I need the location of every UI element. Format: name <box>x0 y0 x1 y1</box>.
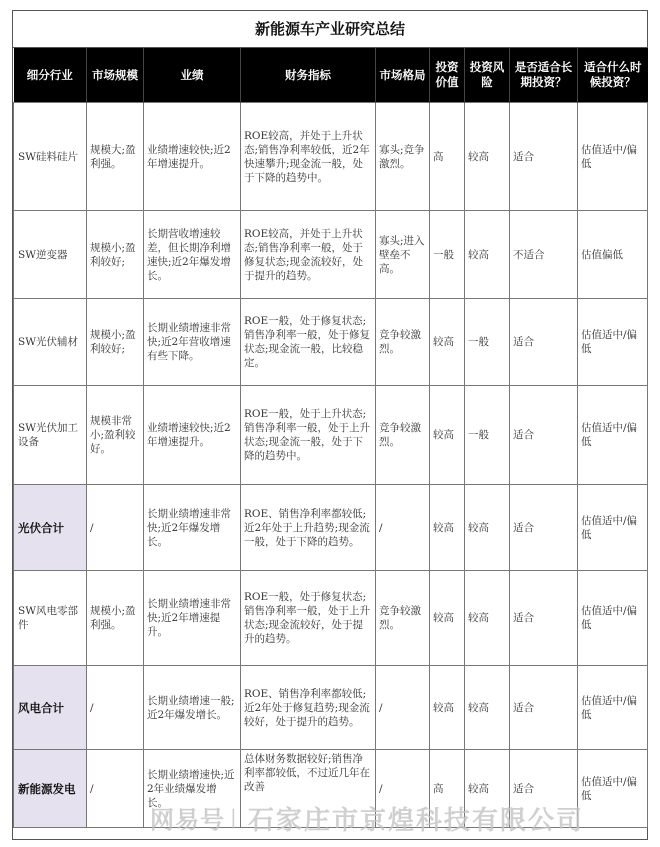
cell-value: 较高 <box>430 386 465 485</box>
cell-long-term: 适合 <box>510 750 578 828</box>
cell-value: 较高 <box>430 299 465 386</box>
col-header-segment: 细分行业 <box>14 48 87 103</box>
cell-financials: ROE一般，处于上升状态;销售净利率一般，处于上升状态;现金流一般，处于下降的趋势中。 <box>241 386 376 485</box>
cell-financials: ROE较高，并处于上升状态;销售净利率一般，处于修复状态;现金流较好，处于提升的趋势。 <box>241 211 376 299</box>
cell-landscape: / <box>376 485 430 571</box>
cell-risk: 较高 <box>465 750 510 828</box>
cell-performance: 长期业绩增速非常快;近2年营收增速有些下降。 <box>144 299 241 386</box>
table-row <box>14 299 648 386</box>
cell-segment: SW风电零部件 <box>14 571 87 666</box>
cell-scale: 规模非常小;盈利较好。 <box>87 386 144 485</box>
cell-scale: / <box>87 666 144 750</box>
cell-timing: 估值偏低 <box>578 211 648 299</box>
col-header-value: 投资价值 <box>430 48 465 103</box>
cell-timing: 估值适中/偏低 <box>578 103 648 211</box>
col-header-long-term: 是否适合长期投资？ <box>510 48 578 103</box>
cell-financials: ROE较高，并处于上升状态;销售净利率较低，近2年快速攀升;现金流一般，处于下降的趋势中。 <box>241 103 376 211</box>
col-header-landscape: 市场格局 <box>376 48 430 103</box>
watermark-separator: | <box>230 805 237 829</box>
summary-table <box>13 48 648 828</box>
cell-performance: 长期业绩增速快;近2年业绩爆发增长。 <box>144 750 241 828</box>
cell-landscape: 竞争较激烈。 <box>376 299 430 386</box>
cell-landscape: 寡头;竞争激烈。 <box>376 103 430 211</box>
cell-scale: 规模小;盈利较好; <box>87 211 144 299</box>
cell-performance: 长期营收增速较差，但长期净利增速快;近2年爆发增长。 <box>144 211 241 299</box>
cell-financials: ROE一般，处于修复状态;销售净利率一般，处于修复状态;现金流一般，比较稳定。 <box>241 299 376 386</box>
table-row <box>14 485 648 571</box>
table-row <box>14 571 648 666</box>
watermark-company: 石家庄市京煌科技有限公司 <box>248 806 585 836</box>
page-title: 新能源车产业研究总结 <box>13 11 647 48</box>
cell-financials: ROE、销售净利率都较低;近2年处于修复趋势;现金流较好，处于提升的趋势。 <box>241 666 376 750</box>
cell-value: 高 <box>430 103 465 211</box>
col-header-financials: 财务指标 <box>241 48 376 103</box>
cell-scale: / <box>87 485 144 571</box>
cell-segment: 新能源发电 <box>14 750 87 828</box>
cell-timing: 估值适中/偏低 <box>578 666 648 750</box>
watermark-brand: 网易号 <box>150 806 225 834</box>
cell-risk: 较高 <box>465 211 510 299</box>
cell-long-term: 适合 <box>510 485 578 571</box>
cell-scale: 规模小;盈利较好; <box>87 299 144 386</box>
table-row <box>14 750 648 828</box>
cell-long-term: 适合 <box>510 386 578 485</box>
cell-scale: 规模小;盈利强。 <box>87 571 144 666</box>
header-row <box>14 48 648 103</box>
cell-risk: 较高 <box>465 571 510 666</box>
cell-risk: 一般 <box>465 386 510 485</box>
col-header-scale: 市场规模 <box>87 48 144 103</box>
cell-timing: 估值适中/偏低 <box>578 386 648 485</box>
cell-landscape: / <box>376 750 430 828</box>
col-header-performance: 业绩 <box>144 48 241 103</box>
cell-timing: 估值适中/偏低 <box>578 299 648 386</box>
cell-long-term: 适合 <box>510 103 578 211</box>
table-row <box>14 666 648 750</box>
cell-segment: SW硅料硅片 <box>14 103 87 211</box>
cell-landscape: / <box>376 666 430 750</box>
cell-segment: SW光伏辅材 <box>14 299 87 386</box>
cell-landscape: 竞争较激烈。 <box>376 386 430 485</box>
col-header-timing: 适合什么时候投资？ <box>578 48 648 103</box>
cell-value: 较高 <box>430 571 465 666</box>
cell-financials: ROE一般，处于修复状态;销售净利率一般，处于上升状态;现金流较好，处于提升的趋势。 <box>241 571 376 666</box>
cell-segment: SW逆变器 <box>14 211 87 299</box>
cell-value: 较高 <box>430 666 465 750</box>
cell-landscape: 寡头;进入壁垒不高。 <box>376 211 430 299</box>
cell-long-term: 适合 <box>510 666 578 750</box>
cell-performance: 业绩增速较快;近2年增速提升。 <box>144 103 241 211</box>
cell-financials: 总体财务数据较好;销售净利率都较低，不过近几年在改善 <box>241 750 376 828</box>
cell-financials: ROE、销售净利率都较低;近2年处于上升趋势;现金流一般，处于下降的趋势。 <box>241 485 376 571</box>
cell-timing: 估值适中/偏低 <box>578 571 648 666</box>
cell-timing: 估值适中/偏低 <box>578 750 648 828</box>
cell-risk: 一般 <box>465 299 510 386</box>
cell-segment: 风电合计 <box>14 666 87 750</box>
table-row <box>14 386 648 485</box>
cell-long-term: 适合 <box>510 299 578 386</box>
cell-performance: 长期业绩增速非常快;近2年增速提升。 <box>144 571 241 666</box>
cell-risk: 较高 <box>465 103 510 211</box>
cell-value: 一般 <box>430 211 465 299</box>
cell-landscape: 竞争较激烈。 <box>376 571 430 666</box>
cell-value: 较高 <box>430 485 465 571</box>
cell-scale: / <box>87 750 144 828</box>
cell-long-term: 适合 <box>510 571 578 666</box>
cell-risk: 较高 <box>465 485 510 571</box>
cell-scale: 规模大;盈利强。 <box>87 103 144 211</box>
cell-long-term: 不适合 <box>510 211 578 299</box>
cell-value: 高 <box>430 750 465 828</box>
cell-performance: 业绩增速较快;近2年增速提升。 <box>144 386 241 485</box>
cell-performance: 长期业绩增速一般;近2年爆发增长。 <box>144 666 241 750</box>
cell-segment: SW光伏加工设备 <box>14 386 87 485</box>
cell-timing: 估值适中/偏低 <box>578 485 648 571</box>
cell-risk: 较高 <box>465 666 510 750</box>
table-row <box>14 103 648 211</box>
cell-segment: 光伏合计 <box>14 485 87 571</box>
cell-performance: 长期业绩增速非常快;近2年爆发增长。 <box>144 485 241 571</box>
research-summary-table <box>12 10 648 840</box>
table-row <box>14 211 648 299</box>
col-header-risk: 投资风险 <box>465 48 510 103</box>
